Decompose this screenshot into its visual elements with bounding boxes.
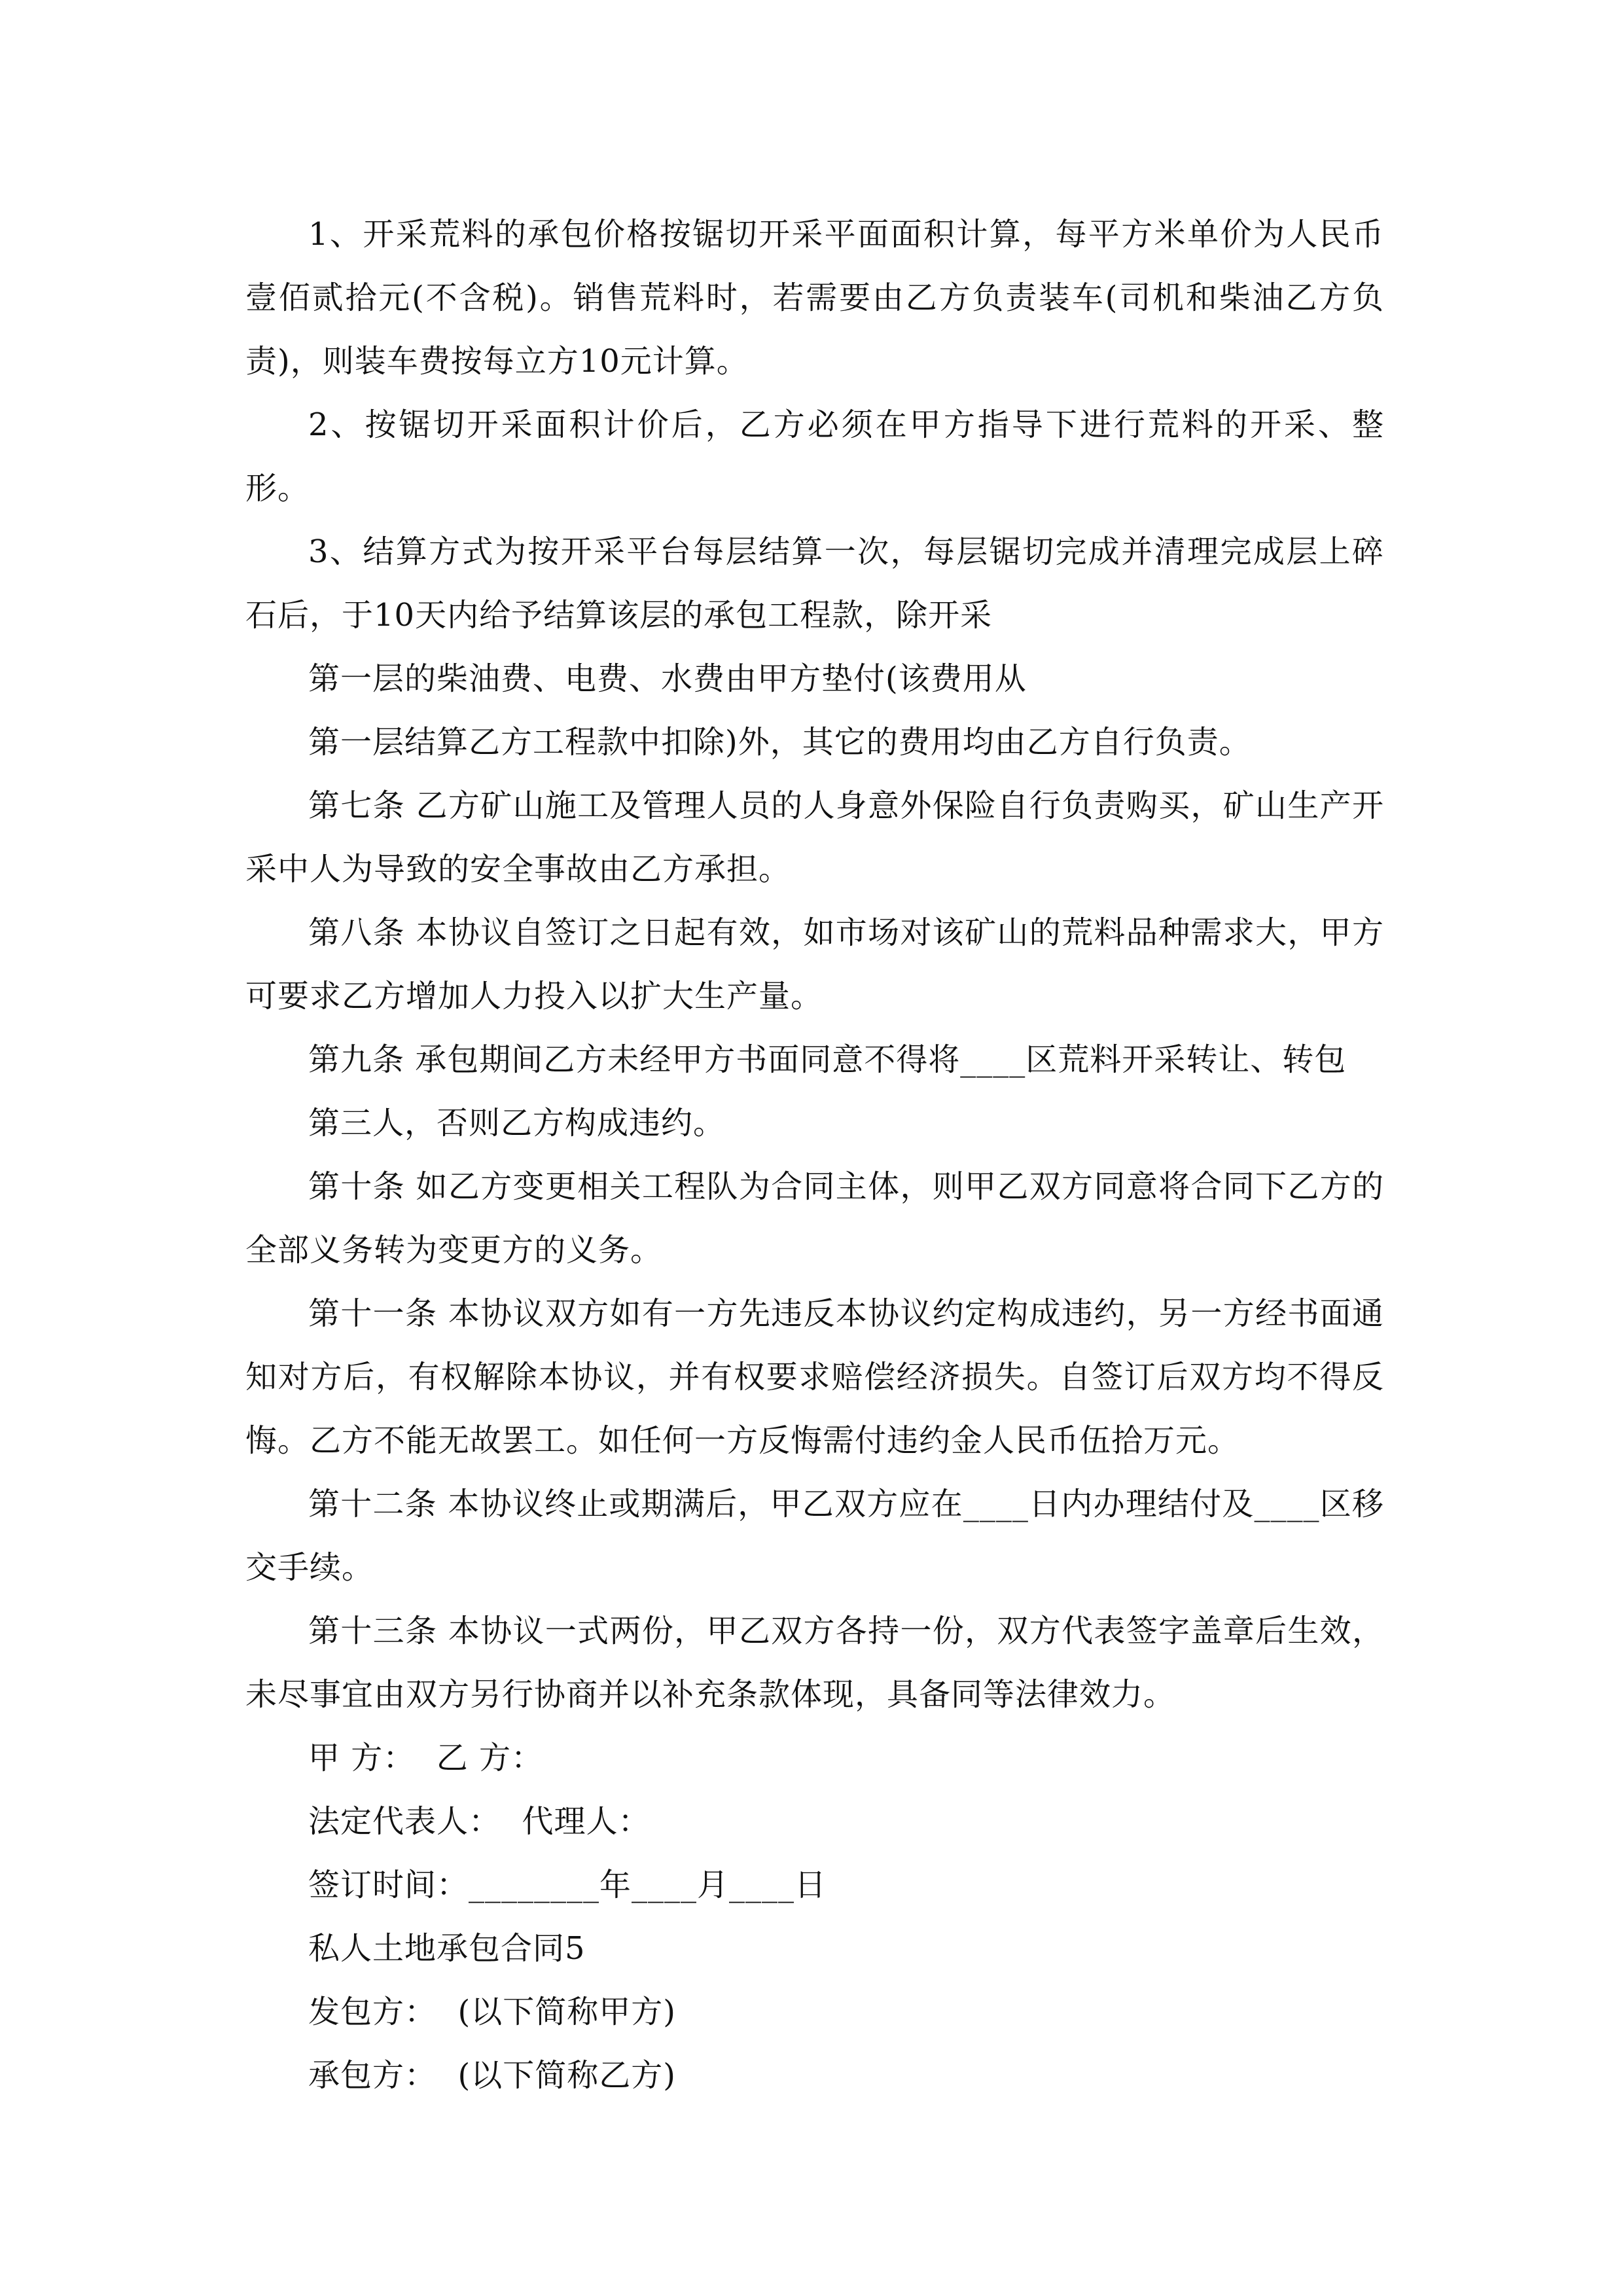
article-8: 第八条 本协议自签订之日起有效，如市场对该矿山的荒料品种需求大，甲方可要求乙方增加人力投入以扩大生产量。 — [245, 914, 1384, 1014]
next-contract-title: 私人土地承包合同5 — [308, 1930, 586, 1967]
signature-representatives: 法定代表人： 代理人： — [308, 1803, 651, 1840]
next-contract-contractor: 承包方： (以下简称乙方) — [308, 2057, 676, 2094]
article-9: 第九条 承包期间乙方未经甲方书面同意不得将____区荒料开采转让、转包 — [308, 1041, 1347, 1078]
article-7: 第七条 乙方矿山施工及管理人员的人身意外保险自行负责购买，矿山生产开采中人为导致的安全事故由乙方承担。 — [245, 787, 1384, 888]
article-13: 第十三条 本协议一式两份，甲乙双方各持一份，双方代表签字盖章后生效，未尽事宜由双方另行协商并以补充条款体现，具备同等法律效力。 — [245, 1613, 1384, 1713]
article-9-continued: 第三人，否则乙方构成违约。 — [308, 1105, 726, 1141]
signature-date: 签订时间：________年____月____日 — [308, 1867, 827, 1903]
signature-parties: 甲 方： 乙 方： — [308, 1740, 544, 1776]
article-11: 第十一条 本协议双方如有一方先违反本协议约定构成违约，另一方经书面通知对方后，有权解除本协议，并有权要求赔偿经济损失。自签订后双方均不得反悔。乙方不能无故罢工。如任何一方反悔需付违约金人民币伍拾万元。 — [245, 1295, 1384, 1459]
clause-first-layer-fees: 第一层的柴油费、电费、水费由甲方垫付(该费用从 — [308, 660, 1027, 697]
article-12: 第十二条 本协议终止或期满后，甲乙双方应在____日内办理结付及____区移交手续。 — [245, 1486, 1384, 1586]
clause-settlement: 3、结算方式为按开采平台每层结算一次，每层锯切完成并清理完成层上碎石后，于10天内给予结算该层的承包工程款，除开采 — [245, 533, 1384, 634]
clause-first-layer-deduction: 第一层结算乙方工程款中扣除)外，其它的费用均由乙方自行负责。 — [308, 724, 1251, 761]
clause-pricing-rule: 2、按锯切开采面积计价后，乙方必须在甲方指导下进行荒料的开采、整形。 — [245, 406, 1384, 507]
clause-price: 1、开采荒料的承包价格按锯切开采平面面积计算，每平方米单价为人民币壹佰贰拾元(不含税)。销售荒料时，若需要由乙方负责装车(司机和柴油乙方负责)，则装车费按每立方10元计算。 — [245, 216, 1384, 380]
document-page — [245, 203, 1384, 2108]
article-10: 第十条 如乙方变更相关工程队为合同主体，则甲乙双方同意将合同下乙方的全部义务转为变更方的义务。 — [245, 1168, 1384, 1268]
next-contract-issuer: 发包方： (以下简称甲方) — [308, 1994, 676, 2030]
